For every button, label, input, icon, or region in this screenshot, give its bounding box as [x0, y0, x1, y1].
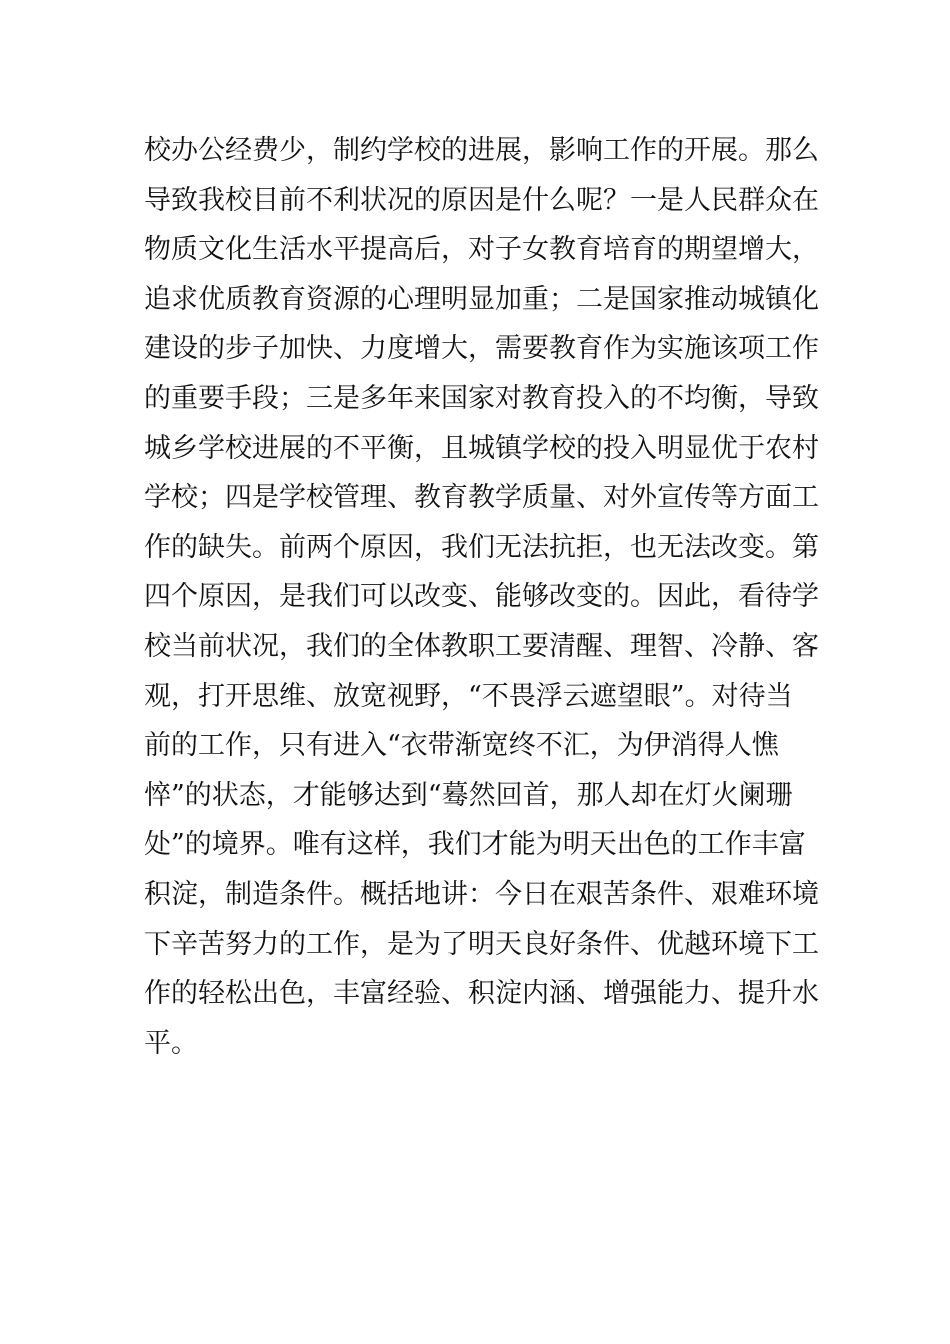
- text-line: 平。: [144, 1027, 198, 1059]
- text-line: 校办公经费少，制约学校的进展，影响工作的开展。那么: [144, 135, 819, 166]
- text-line: 下辛苦努力的工作，是为了明天良好条件、优越环境下工: [144, 928, 819, 960]
- text-line: 悴”的状态，才能够达到“蓦然回首，那人却在灯火阑珊: [144, 779, 793, 811]
- text-line: 四个原因，是我们可以改变、能够改变的。因此，看待学: [144, 581, 819, 613]
- text-line: 作的轻松出色，丰富经验、积淀内涵、增强能力、提升水: [144, 978, 819, 1010]
- text-line: 前的工作，只有进入“衣带渐宽终不汇，为伊消得人憔: [144, 730, 779, 762]
- text-line: 积淀，制造条件。概括地讲：今日在艰苦条件、艰难环境: [144, 878, 819, 910]
- text-line: 物质文化生活水平提高后，对子女教育培育的期望增大，: [144, 234, 819, 266]
- text-line: 处”的境界。唯有这样，我们才能为明天出色的工作丰富: [144, 829, 806, 861]
- body-paragraph: [144, 126, 819, 1068]
- text-line: 的重要手段；三是多年来国家对教育投入的不均衡，导致: [144, 382, 819, 414]
- text-line: 建设的步子加快、力度增大，需要教育作为实施该项工作: [144, 333, 819, 365]
- text-line: 追求优质教育资源的心理明显加重；二是国家推动城镇化: [144, 283, 819, 315]
- text-line: 城乡学校进展的不平衡，且城镇学校的投入明显优于农村: [144, 432, 819, 464]
- text-line: 学校；四是学校管理、教育教学质量、对外宣传等方面工: [144, 482, 819, 514]
- text-line: 校当前状况，我们的全体教职工要清醒、理智、冷静、客: [144, 630, 819, 662]
- text-line: 作的缺失。前两个原因，我们无法抗拒，也无法改变。第: [144, 531, 819, 563]
- text-line: 观，打开思维、放宽视野，“不畏浮云遮望眼”。对待当: [144, 680, 793, 712]
- text-line: 导致我校目前不利状况的原因是什么呢？一是人民群众在: [144, 184, 819, 216]
